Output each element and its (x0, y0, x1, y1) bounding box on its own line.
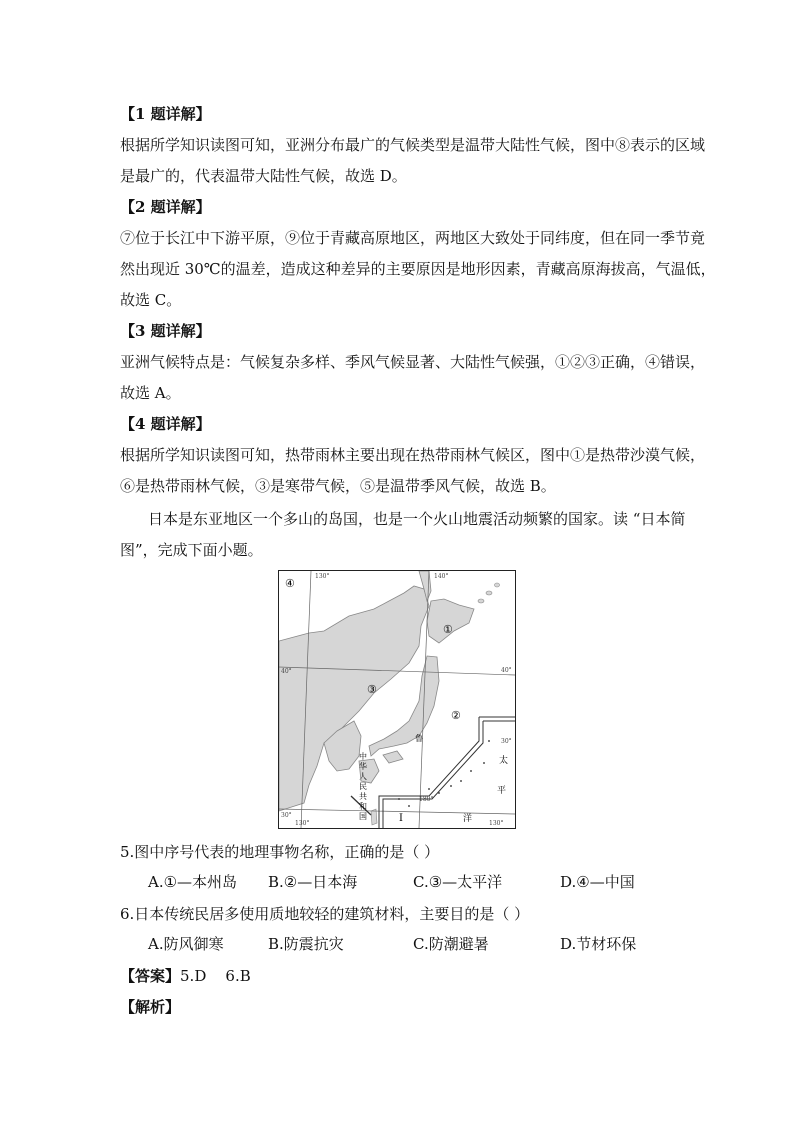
q1-header: 【1 题详解】 (120, 105, 211, 123)
answer-text: 5.D 6.B (180, 967, 251, 985)
q5-option-d: D.④—中国 (560, 873, 635, 891)
shikoku (383, 751, 403, 763)
q2-line-1: ⑦位于长江中下游平原，⑨位于青藏高原地区，两地区大致处于同纬度，但在同一季节竟 (120, 229, 706, 247)
china-label (359, 751, 367, 821)
mainland-asia (279, 586, 429, 811)
lat-label-30-right: 30° (501, 738, 512, 745)
lon-label-140-top: 140° (434, 573, 449, 580)
ocean-char-3: 洋 (463, 814, 473, 824)
lat-label-30-left: 30° (281, 812, 292, 819)
q6-stem: 6.日本传统民居多使用质地较轻的建筑材料，主要目的是（ ） (120, 905, 530, 923)
ocean-char-1: 太 (499, 756, 509, 766)
intro-line-2: 图”，完成下面小题。 (120, 541, 263, 559)
china-char-4: 民 (359, 782, 367, 791)
japan-map-drawing (279, 571, 515, 828)
kuril-islands (478, 583, 500, 603)
map-label-3: ③ (367, 683, 377, 696)
lon-label-130-right: 130° (489, 820, 504, 827)
china-char-3: 人 (359, 772, 367, 781)
q4-line-1: 根据所学知识读图可知，热带雨林主要出现在热带雨林气候区，图中①是热带沙漠气候， (120, 446, 706, 464)
answer-label: 【答案】 (120, 967, 181, 985)
q2-header: 【2 题详解】 (120, 198, 211, 216)
q1-line-2: 是最广的，代表温带大陆性气候，故选 D。 (120, 167, 407, 185)
china-char-1: 中 (359, 752, 367, 761)
map-label-1: ① (443, 623, 453, 636)
q2-line-3: 故选 C。 (120, 291, 182, 309)
q5-option-a: A.①—本州岛 (148, 873, 238, 891)
q1-line-1: 根据所学知识读图可知，亚洲分布最广的气候类型是温带大陆性气候，图中⑧表示的区域 (120, 136, 706, 154)
q5-option-c: C.③—太平洋 (413, 873, 503, 891)
q4-header: 【4 题详解】 (120, 415, 211, 433)
map-label-lu: 鲁 (415, 734, 423, 743)
q6-option-a: A.防风御寒 (148, 935, 224, 953)
q6-option-c: C.防潮避暑 (413, 935, 489, 953)
map-label-i: I (399, 813, 403, 824)
japan-map (278, 570, 516, 829)
q3-line-2: 故选 A。 (120, 384, 181, 402)
map-label-2: ② (451, 709, 461, 722)
lon-label-180: 180° (419, 796, 434, 803)
china-char-2: 华 (359, 762, 367, 771)
map-label-4: ④ (285, 577, 295, 590)
q3-line-1: 亚洲气候特点是：气候复杂多样、季风气候显著、大陆性气候强，①②③正确，④错误， (120, 353, 706, 371)
hokkaido (427, 599, 474, 643)
lon-label-130-top: 130° (315, 573, 330, 580)
q6-option-b: B.防震抗灾 (268, 935, 344, 953)
lat-label-40-right: 40° (501, 667, 512, 674)
ocean-char-2: 平 (497, 786, 507, 796)
q6-option-d: D.节材环保 (560, 935, 637, 953)
intro-line-1: 日本是东亚地区一个多山的岛国，也是一个火山地震活动频繁的国家。读 “日本简 (148, 510, 686, 528)
q5-option-b: B.②—日本海 (268, 873, 358, 891)
china-char-5: 共 (359, 792, 367, 801)
q5-stem: 5.图中序号代表的地理事物名称，正确的是（ ） (120, 843, 440, 861)
lat-label-40-left: 40° (281, 668, 292, 675)
q3-header: 【3 题详解】 (120, 322, 211, 340)
china-char-7: 国 (359, 812, 367, 821)
china-char-6: 和 (359, 802, 367, 811)
analysis-label: 【解析】 (120, 998, 181, 1016)
q4-line-2: ⑥是热带雨林气候，③是寒带气候，⑤是温带季风气候，故选 B。 (120, 477, 556, 495)
answer-line (120, 966, 251, 986)
q2-line-2: 然出现近 30℃的温差，造成这种差异的主要原因是地形因素，青藏高原海拔高，气温低， (120, 260, 716, 278)
lon-label-130-bottom: 130° (295, 820, 310, 827)
